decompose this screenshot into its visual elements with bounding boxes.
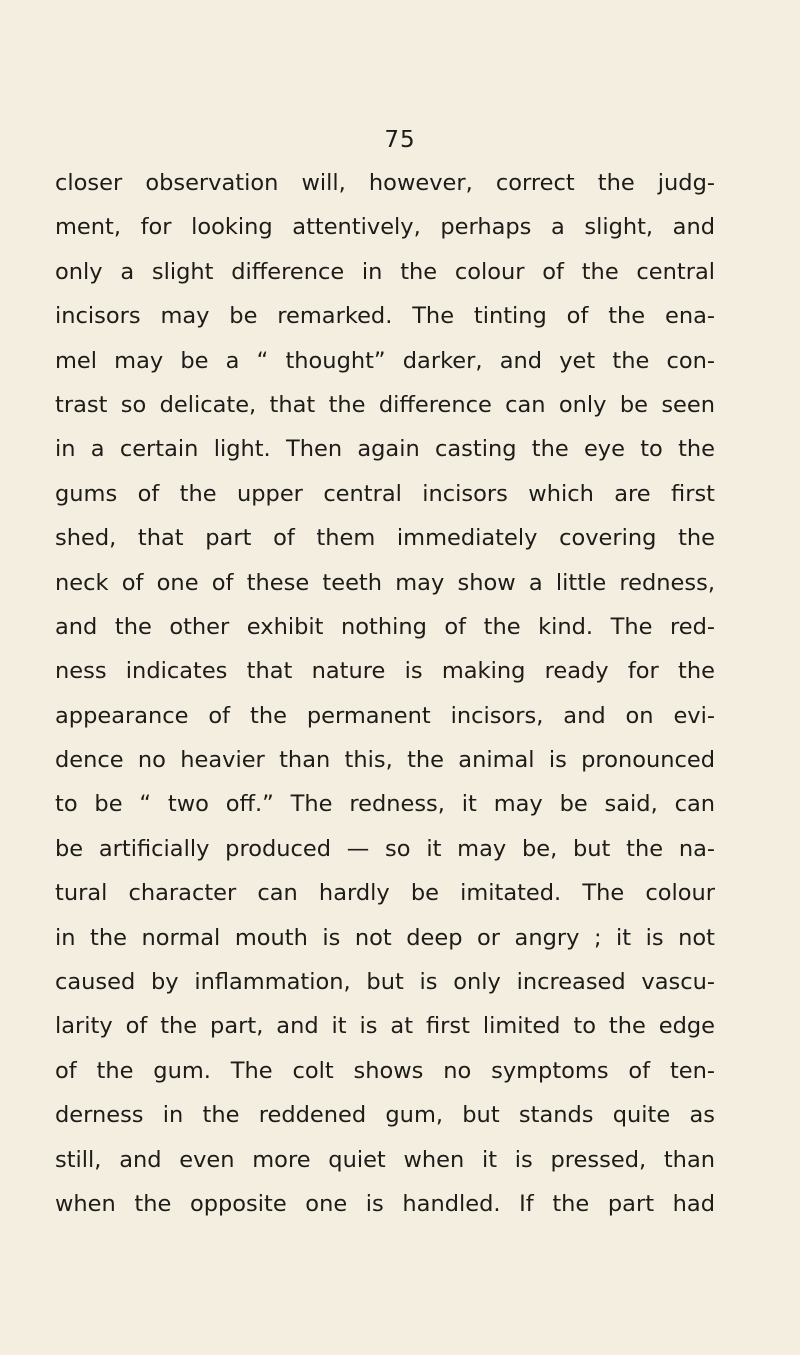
text-line: dence no heavier than this, the animal is pronounced bbox=[55, 747, 715, 774]
text-line: still, and even more quiet when it is pressed, than bbox=[55, 1146, 715, 1173]
text-line: caused by inflammation, but is only increased vascu- bbox=[55, 969, 715, 996]
text-line: trast so delicate, that the difference can only be seen bbox=[55, 391, 715, 418]
text-line: mel may be a “ thought” darker, and yet the con- bbox=[55, 347, 715, 374]
text-line: ness indicates that nature is making ready for the bbox=[55, 658, 715, 685]
text-line: only a slight difference in the colour of the central bbox=[55, 258, 715, 285]
text-line: appearance of the permanent incisors, and on evi- bbox=[55, 702, 715, 729]
text-line: incisors may be remarked. The tinting of the ena- bbox=[55, 303, 715, 330]
text-line: of the gum. The colt shows no symptoms of ten- bbox=[55, 1057, 715, 1084]
text-line: neck of one of these teeth may show a little redness, bbox=[55, 569, 715, 596]
text-line: and the other exhibit nothing of the kind. The red- bbox=[55, 613, 715, 640]
text-line: when the opposite one is handled. If the part had bbox=[55, 1190, 715, 1217]
page-number: 75 bbox=[384, 127, 416, 153]
text-line: be artificially produced — so it may be, but the na- bbox=[55, 835, 715, 862]
text-line: in the normal mouth is not deep or angry ; it is not bbox=[55, 924, 715, 951]
text-line: in a certain light. Then again casting the eye to the bbox=[55, 436, 715, 463]
text-line: closer observation will, however, correct the judg- bbox=[55, 170, 715, 196]
body-text bbox=[55, 161, 715, 1226]
text-line: shed, that part of them immediately covering the bbox=[55, 525, 715, 552]
text-line: ment, for looking attentively, perhaps a slight, and bbox=[55, 214, 715, 241]
text-line: larity of the part, and it is at first limited to the edge bbox=[55, 1013, 715, 1040]
text-line: derness in the reddened gum, but stands quite as bbox=[55, 1102, 715, 1129]
text-line: to be “ two off.” The redness, it may be said, can bbox=[55, 791, 715, 818]
text-line: gums of the upper central incisors which are first bbox=[55, 480, 715, 507]
text-line: tural character can hardly be imitated. The colour bbox=[55, 880, 715, 907]
